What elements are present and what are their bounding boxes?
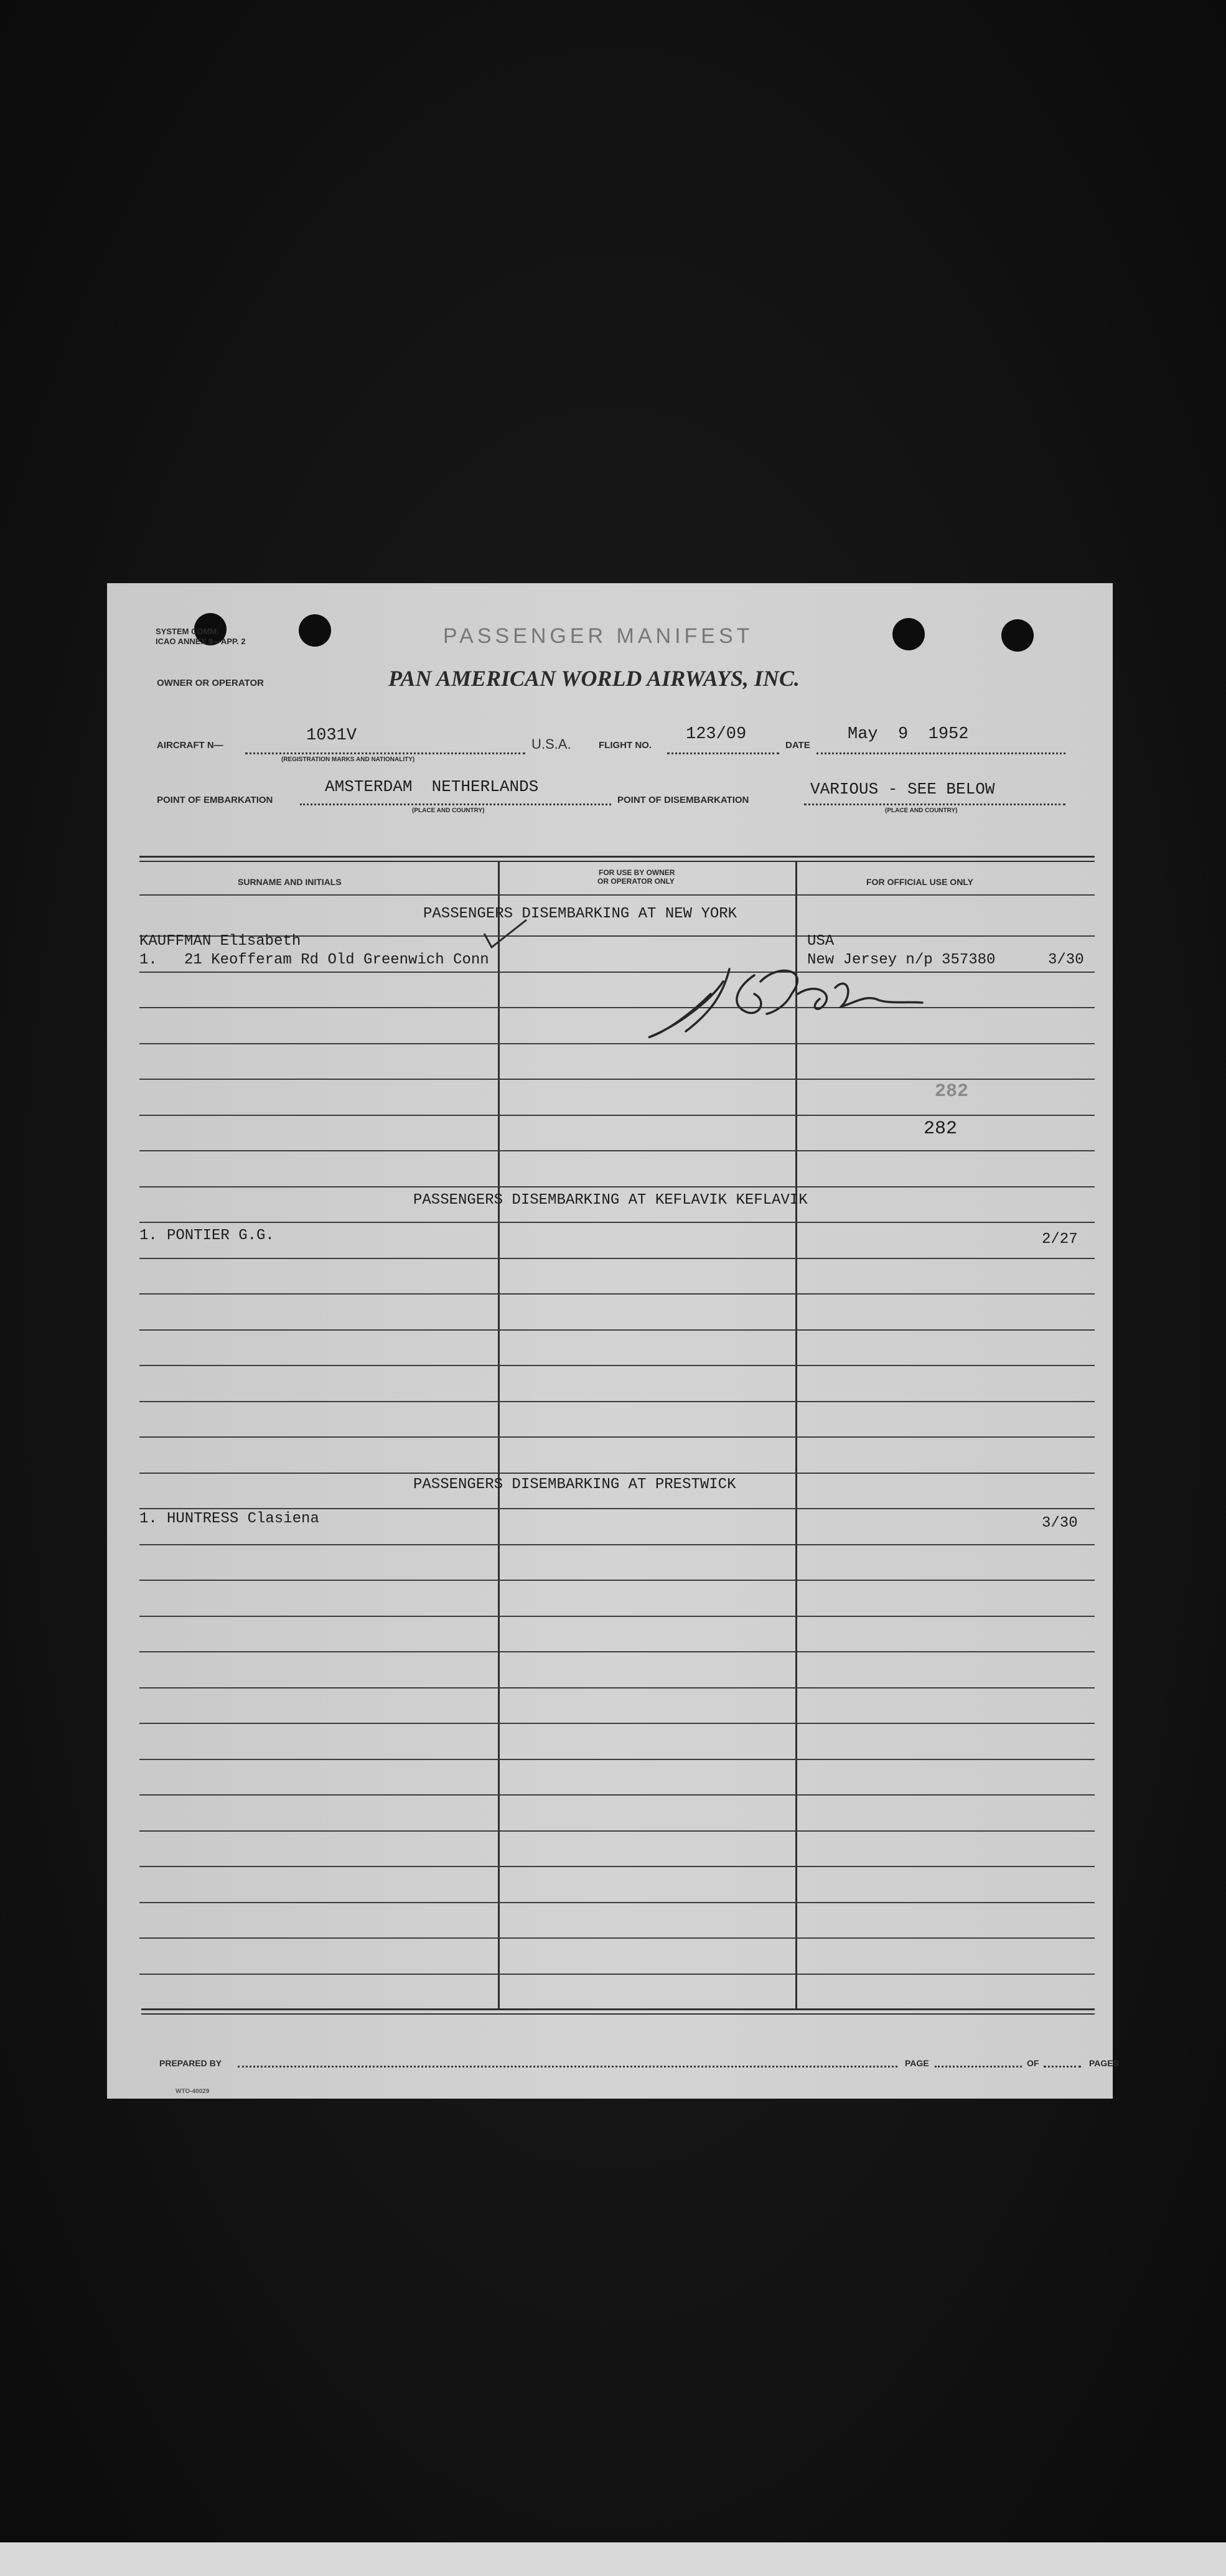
- table-top-rule-2: [139, 861, 1095, 862]
- ruled-line: [139, 1651, 1095, 1652]
- owner-label: OWNER OR OPERATOR: [157, 678, 264, 688]
- ruled-line: [139, 1723, 1095, 1724]
- section-heading-new-york: PASSENGERS DISEMBARKING AT NEW YORK: [423, 906, 737, 922]
- page-line: [935, 2066, 1022, 2068]
- flight-line: [667, 752, 779, 754]
- ruled-line: [139, 1079, 1095, 1080]
- ruled-line: [139, 1329, 1095, 1331]
- ruled-line: [139, 1580, 1095, 1581]
- ruled-line: [139, 1293, 1095, 1295]
- disembarkation-line: [804, 803, 1065, 805]
- place-sublabel-2: (PLACE AND COUNTRY): [885, 807, 958, 814]
- date-line: [817, 752, 1065, 754]
- section-heading-keflavik: PASSENGERS DISEMBARKING AT KEFLAVIK KEFLAVIK: [413, 1192, 808, 1209]
- form-title: PASSENGER MANIFEST: [443, 624, 754, 648]
- ruled-line: [139, 1258, 1095, 1259]
- film-edge: [0, 2542, 1226, 2576]
- table-bottom-rule: [141, 2008, 1095, 2010]
- ruled-line: [139, 1866, 1095, 1867]
- ruled-line: [139, 1401, 1095, 1402]
- ruled-line: [139, 1186, 1095, 1187]
- pages-label: PAGES: [1089, 2058, 1119, 2068]
- ruled-line: [139, 1794, 1095, 1796]
- column-header-owner-use-1: FOR USE BY OWNER: [599, 868, 675, 877]
- header-rule: [139, 894, 1095, 896]
- prepared-by-label: PREPARED BY: [159, 2058, 222, 2068]
- ruled-line: [139, 1687, 1095, 1688]
- column-header-surname: SURNAME AND INITIALS: [238, 877, 342, 887]
- embarkation-label: POINT OF EMBARKATION: [157, 795, 273, 805]
- ruled-line: [139, 1115, 1095, 1116]
- page-label: PAGE: [905, 2058, 929, 2068]
- ruled-line: [139, 1974, 1095, 1975]
- passenger-number: 1.: [139, 952, 157, 968]
- ruled-line: [139, 1544, 1095, 1545]
- print-code: WTO-40029: [175, 2088, 210, 2095]
- place-sublabel: (PLACE AND COUNTRY): [412, 807, 485, 814]
- passenger-code: 3/30: [1042, 1515, 1078, 1532]
- date-label: DATE: [785, 740, 810, 751]
- column-divider-1: [498, 862, 500, 2008]
- section-heading-prestwick: PASSENGERS DISEMBARKING AT PRESTWICK: [413, 1476, 736, 1493]
- embarkation-value: AMSTERDAM NETHERLANDS: [325, 777, 539, 796]
- registration-sublabel: (REGISTRATION MARKS AND NATIONALITY): [281, 756, 415, 763]
- form-code-line2: ICAO ANNEX 9—APP. 2: [156, 637, 246, 646]
- disembarkation-label: POINT OF DISEMBARKATION: [617, 795, 749, 805]
- disembarkation-value: VARIOUS - SEE BELOW: [810, 780, 995, 799]
- column-header-official: FOR OFFICIAL USE ONLY: [866, 877, 973, 887]
- punch-hole: [299, 614, 331, 647]
- flight-value: 123/09: [686, 725, 747, 744]
- punch-hole: [892, 618, 925, 650]
- passenger-address: 21 Keofferam Rd Old Greenwich Conn: [184, 952, 489, 968]
- table-top-rule: [139, 856, 1095, 858]
- form-code-line1: SYSTEM COMM.: [156, 627, 219, 636]
- of-label: OF: [1027, 2058, 1039, 2068]
- aircraft-line: [245, 752, 525, 754]
- signature-icon: [630, 957, 1016, 1044]
- passenger-name: KAUFFMAN Elisabeth: [139, 933, 301, 950]
- passenger-name: HUNTRESS Clasiena: [167, 1510, 319, 1527]
- ruled-line: [139, 1365, 1095, 1366]
- nationality-value: U.S.A.: [531, 736, 571, 752]
- embarkation-line: [300, 803, 611, 805]
- ruled-line: [139, 1508, 1095, 1509]
- passenger-code: 2/27: [1042, 1231, 1078, 1248]
- punch-hole: [1001, 619, 1034, 652]
- prepared-by-line: [238, 2066, 897, 2068]
- aircraft-value: 1031V: [306, 726, 357, 745]
- passenger-code: 3/30: [1048, 952, 1084, 968]
- ruled-line: [139, 1759, 1095, 1760]
- column-header-owner-use-2: OR OPERATOR ONLY: [597, 877, 675, 886]
- ruled-line: [139, 1473, 1095, 1474]
- ruled-line: [139, 1830, 1095, 1832]
- ruled-line: [139, 1902, 1095, 1903]
- date-value: May 9 1952: [848, 725, 969, 744]
- passenger-nationality: USA: [807, 933, 835, 950]
- passenger-number: 1.: [139, 1227, 157, 1244]
- stamp-number: 282: [924, 1118, 958, 1140]
- of-line: [1044, 2066, 1081, 2068]
- checkmark-icon: [480, 916, 530, 953]
- flight-label: FLIGHT NO.: [599, 740, 652, 751]
- ruled-line: [139, 1222, 1095, 1223]
- aircraft-label: AIRCRAFT N—: [157, 740, 223, 751]
- passenger-number: 1.: [139, 1510, 157, 1527]
- owner-value: PAN AMERICAN WORLD AIRWAYS, INC.: [388, 666, 800, 691]
- passenger-name: PONTIER G.G.: [167, 1227, 274, 1244]
- passenger-passport: New Jersey n/p 357380: [807, 952, 996, 968]
- manifest-sheet: [107, 583, 1119, 2099]
- ruled-line: [139, 1937, 1095, 1939]
- ruled-line: [139, 1150, 1095, 1151]
- stamp-number-faint: 282: [935, 1081, 969, 1102]
- table-bottom-rule-2: [141, 2013, 1095, 2015]
- ruled-line: [139, 1616, 1095, 1617]
- ruled-line: [139, 1436, 1095, 1438]
